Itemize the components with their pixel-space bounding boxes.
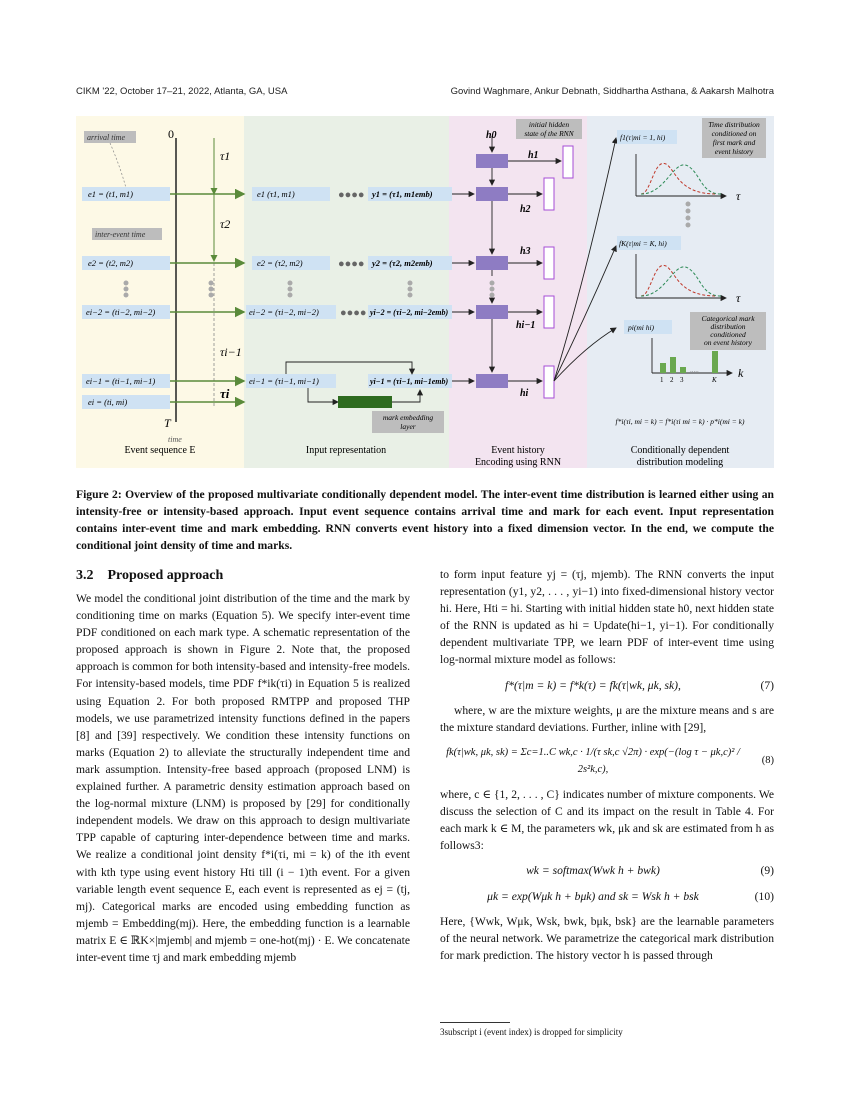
panel-conditional bbox=[587, 116, 774, 468]
svg-text:yi−1 = (τi−1, mi−1emb): yi−1 = (τi−1, mi−1emb) bbox=[370, 377, 449, 386]
svg-text:conditioned: conditioned bbox=[710, 330, 746, 339]
svg-text:distribution: distribution bbox=[710, 322, 746, 331]
svg-text:e1 = (t1, m1): e1 = (t1, m1) bbox=[88, 189, 133, 199]
svg-text:fK(τ|mi = K, hi): fK(τ|mi = K, hi) bbox=[619, 239, 667, 248]
svg-text:y1 = (τ1, m1emb): y1 = (τ1, m1emb) bbox=[372, 189, 433, 199]
svg-text:hi−1: hi−1 bbox=[516, 320, 536, 331]
left-paragraph: We model the conditional joint distribution of the time and the mark by conditioning time on marks (Equation 5). We specify inter-event time PDF conditioned on each mark type. A schematic representation of the proposed approach is shown in Figure 2. Note that, the proposed approach is common for both intensity-based and intensity-free models. For intensity-based models, time PDF f*ik(τi) in Equation 5 is realized using Equation 2. For both proposed RMTPP and proposed THP models, we use parametrized intensity functions defined in the papers [8] and [39] respectively. We condition these intensity functions on marks (Equation 2) to alleviate the structurally independent time and mark assumption. Intensity-free based approach (proposed LNM) is explained further. A parametric density estimation approach based on the log-normal mixture (LNM) is proposed by [29] for conditionally independent models. We draw on this approach to design multivariate TPP capable of capturing inter-dependence between time and marks. We realize a conditional joint density f*i(τi, mi = k) of the ith event with kth type using event history Hti till (i − 1)th event. For a given variable length event sequence E, each event is represented as ej = (tj, mj). Categorical marks are encoded using embedding function as mjemb = Embedding(mj). Here, the embedding function is a learnable matrix E ∈ ℝK×|mjemb| and mjemb = one-hot(mj) · E. We concatenate inter-event time τj and mark embedding mjemb bbox=[76, 592, 410, 964]
label-conditional-2: distribution modeling bbox=[636, 457, 724, 468]
equation-9: wk = softmax(Wwk h + bwk) (9) bbox=[526, 864, 774, 878]
svg-text:k: k bbox=[738, 366, 744, 380]
svg-text:event history: event history bbox=[714, 147, 754, 156]
svg-text:ei−1 = (ti−1, mi−1): ei−1 = (ti−1, mi−1) bbox=[86, 376, 156, 386]
equation-8: fk(τ|wk, μk, sk) = Σc=1..C wk,c · 1/(τ sk,c √2π) · exp(−(log τ − μk,c)² / 2s²k,c), (8) bbox=[446, 746, 774, 775]
right-paragraph-4: Here, {Wwk, Wμk, Wsk, bwk, bμk, bsk} are the learnable parameters of the neural network. We parametrize the categorical mark distribution for mark prediction. The history vector h is passed through bbox=[440, 914, 774, 962]
svg-text:e1 (τ1, m1): e1 (τ1, m1) bbox=[257, 189, 295, 199]
figure-caption: Figure 2: Overview of the proposed multivariate conditionally dependent model. The inter-event time distribution is learned either using an intensity-free or intensity-based approach. Input event sequence contains arrival time and mark for each event. Input representation contains inter-event time and mark embedding. RNN converts event history into a fixed dimension vector. In the end, we compute the conditional joint density of time and marks. bbox=[76, 488, 774, 552]
equation-7: f*(τ|m = k) = f*k(τ) = fk(τ|wk, μk, sk), (7) bbox=[505, 678, 774, 692]
running-header-right: Govind Waghmare, Ankur Debnath, Siddhartha Asthana, & Aakarsh Malhotra bbox=[450, 86, 774, 97]
joint-density: f*i(τi, mi = k) = f*i(τi mi = k) · p*i(mi = k) bbox=[615, 417, 745, 426]
right-paragraph-3: where, c ∈ {1, 2, . . . , C} indicates number of mixture components. We discuss the selection of C and its impact on the result in Table 4. For each mark k ∈ M, the parameters wk, μk and sk are estimated from h as follows3: bbox=[440, 788, 774, 853]
svg-text:Categorical mark: Categorical mark bbox=[701, 314, 755, 323]
svg-text:state of the RNN: state of the RNN bbox=[524, 129, 574, 138]
svg-text:e2 = (t2, m2): e2 = (t2, m2) bbox=[88, 258, 133, 268]
svg-text:2: 2 bbox=[670, 376, 674, 384]
tau-1: τ1 bbox=[220, 149, 231, 163]
svg-text:mark embedding: mark embedding bbox=[382, 413, 434, 422]
svg-text:e2 = (τ2, m2): e2 = (τ2, m2) bbox=[257, 258, 303, 268]
svg-text:conditioned on: conditioned on bbox=[711, 129, 757, 138]
svg-text:.....: ..... bbox=[690, 366, 699, 374]
svg-text:K: K bbox=[712, 376, 717, 384]
inter-event-time-label: inter-event time bbox=[95, 230, 146, 239]
tau-i: τi bbox=[220, 386, 230, 401]
right-paragraph-2: where, w are the mixture weights, μ are the mixture means and s are the mixture standard deviations. Further, inline with [29], bbox=[440, 703, 774, 734]
svg-text:h0: h0 bbox=[486, 130, 497, 141]
svg-text:●●●●: ●●●● bbox=[338, 258, 365, 270]
time-zero: 0 bbox=[168, 127, 174, 141]
event-row-2 bbox=[82, 256, 452, 270]
model-diagram bbox=[76, 116, 774, 468]
event-row-i-1 bbox=[82, 374, 452, 388]
event-row-1 bbox=[82, 187, 452, 201]
label-conditional: Conditionally dependent bbox=[630, 445, 730, 456]
mark-embedding-layer bbox=[338, 396, 392, 408]
tau-2: τ2 bbox=[220, 217, 231, 231]
figure-2 bbox=[76, 116, 774, 468]
svg-text:τ: τ bbox=[736, 291, 741, 305]
svg-text:Time distribution: Time distribution bbox=[708, 120, 760, 129]
tau-i-1: τi−1 bbox=[220, 345, 242, 359]
label-event-history: Event history bbox=[491, 445, 545, 456]
svg-text:hi: hi bbox=[520, 388, 529, 399]
svg-text:on event history: on event history bbox=[704, 338, 752, 347]
svg-text:ei−1 = (τi−1, mi−1): ei−1 = (τi−1, mi−1) bbox=[249, 376, 319, 386]
svg-text:yi−2 = (τi−2, mi−2emb): yi−2 = (τi−2, mi−2emb) bbox=[370, 308, 449, 317]
label-input-representation: Input representation bbox=[305, 445, 387, 456]
running-header-left: CIKM '22, October 17–21, 2022, Atlanta, GA, USA bbox=[76, 86, 288, 97]
right-paragraph-1: to form input feature yj = (τj, mjemb). The RNN converts the input representation (y1, y2, . . . , yi−1) into fixed-dimensional history vector hi. Here, Hti = hi. Starting with initial hidden state h0, next hidden state of the RNN is updated as hi = Update(hi−1, yi−1). For conditionally dependent multivariate TPP, we learn PDF of inter-event time using log-normal mixture model as follows: bbox=[440, 568, 774, 667]
svg-text:h1: h1 bbox=[528, 150, 539, 161]
svg-text:h3: h3 bbox=[520, 246, 531, 257]
svg-text:1: 1 bbox=[660, 376, 664, 384]
svg-text:ei = (ti, mi): ei = (ti, mi) bbox=[88, 397, 128, 407]
svg-text:●●●●: ●●●● bbox=[340, 307, 367, 319]
svg-text:●●●●: ●●●● bbox=[338, 189, 365, 201]
footnote: 3subscript i (event index) is dropped for simplicity bbox=[440, 1027, 623, 1037]
svg-text:layer: layer bbox=[400, 422, 416, 431]
right-column bbox=[440, 566, 774, 964]
svg-text:first mark and: first mark and bbox=[712, 138, 756, 147]
time-label: time bbox=[168, 435, 182, 444]
footnote-rule bbox=[440, 1022, 510, 1023]
left-column bbox=[76, 566, 410, 966]
svg-text:y2 = (τ2, m2emb): y2 = (τ2, m2emb) bbox=[372, 258, 433, 268]
event-row-i-2 bbox=[82, 305, 452, 319]
svg-text:h2: h2 bbox=[520, 204, 531, 215]
equation-10: μk = exp(Wμk h + bμk) and sk = Wsk h + bsk (10) bbox=[487, 889, 774, 903]
time-T: T bbox=[164, 416, 171, 430]
svg-text:ei−2 = (τi−2, mi−2): ei−2 = (τi−2, mi−2) bbox=[249, 307, 319, 317]
svg-text:pi(mi hi): pi(mi hi) bbox=[628, 323, 655, 332]
svg-text:τ: τ bbox=[736, 189, 741, 203]
section-heading: 3.2 Proposed approach bbox=[76, 568, 224, 583]
svg-text:initial hidden: initial hidden bbox=[528, 120, 570, 129]
svg-text:f1(τ|mi = 1, hi): f1(τ|mi = 1, hi) bbox=[620, 133, 666, 142]
arrival-time-label: arrival time bbox=[87, 133, 125, 142]
svg-text:ei−2 = (ti−2, mi−2): ei−2 = (ti−2, mi−2) bbox=[86, 307, 156, 317]
label-event-history-2: Encoding using RNN bbox=[474, 457, 562, 468]
label-event-sequence: Event sequence E bbox=[124, 445, 196, 456]
panel-event-sequence bbox=[76, 116, 244, 468]
svg-text:3: 3 bbox=[680, 376, 684, 384]
